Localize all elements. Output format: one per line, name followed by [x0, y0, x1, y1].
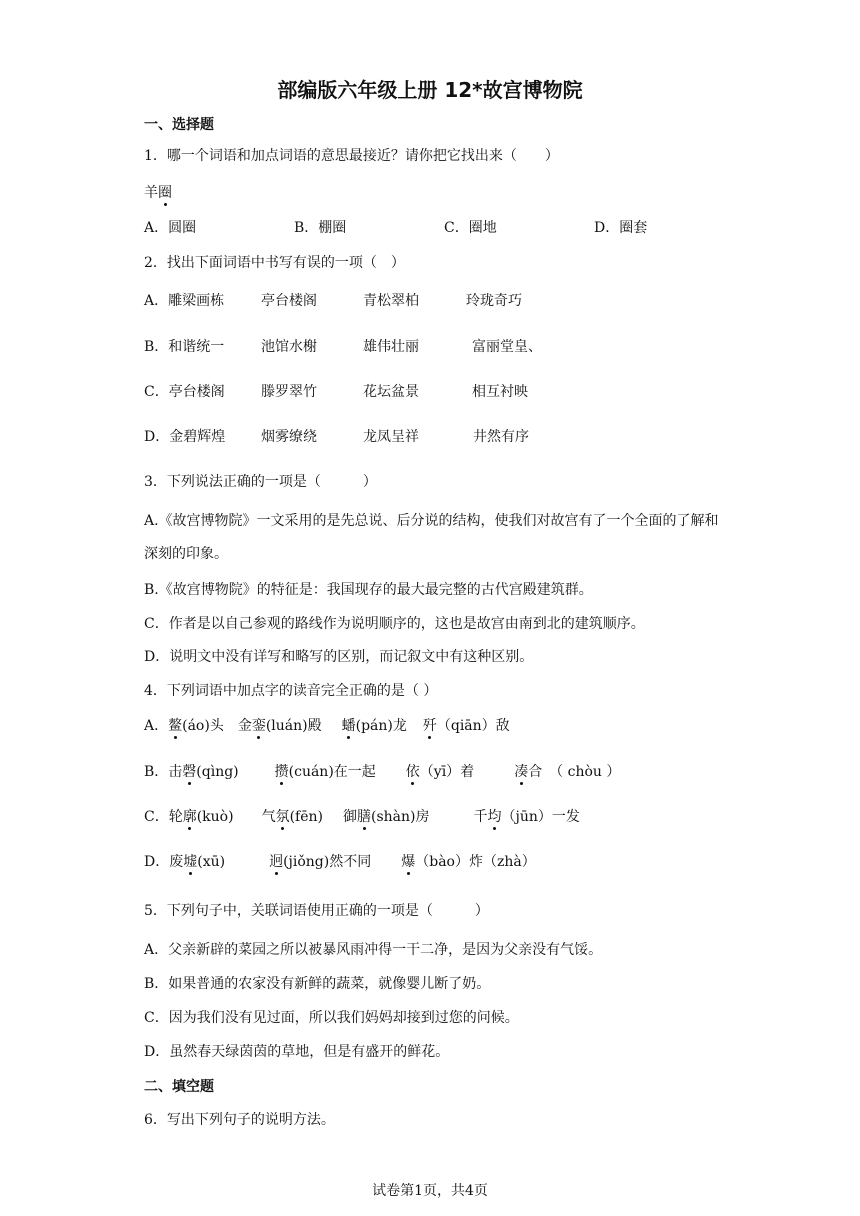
question-1-options — [144, 219, 744, 237]
question-5-option-d: D．虽然春天绿茵茵的草地，但是有盛开的鲜花。 — [144, 1044, 450, 1060]
question-5-option-c: C．因为我们没有见过面，所以我们妈妈却接到过您的问候。 — [144, 1010, 519, 1026]
question-4-option-a: A．鳌(áo)头 金銮(luán)殿 蟠(pán)龙 歼（qiān）敌 — [144, 718, 510, 734]
question-4-option-c: C．轮廓(kuò) 气氛(fēn) 御膳(shàn)房 千均（jūn）一发 — [144, 809, 580, 825]
question-2-option-b: B．和谐统一 池馆水榭 雄伟壮丽 富丽堂皇、 — [144, 339, 542, 355]
question-3-option-d: D．说明文中没有详写和略写的区别，而记叙文中有这种区别。 — [144, 649, 534, 665]
page-footer: 试卷第1页，共4页 — [372, 1183, 488, 1199]
question-2-option-d: D．金碧辉煌 烟雾缭绕 龙凤呈祥 井然有序 — [144, 429, 529, 445]
question-2-stem: 2．找出下面词语中书写有误的一项（ ） — [144, 255, 405, 271]
question-4-option-d: D．废墟(xū) 迥(jiǒng)然不同 爆（bào）炸（zhà） — [144, 854, 536, 870]
question-3-option-b: B.《故宫博物院》的特征是：我国现存的最大最完整的古代宫殿建筑群。 — [144, 582, 593, 598]
option-c: C．圈地 — [444, 220, 497, 236]
question-3-option-c: C．作者是以自己参观的路线作为说明顺序的，这也是故宫由南到北的建筑顺序。 — [144, 616, 645, 632]
question-1-word: 羊圈 — [144, 185, 172, 201]
page-title: 部编版六年级上册 12*故宫博物院 — [277, 78, 583, 102]
dotted-char: 圈 — [158, 185, 172, 201]
question-4-option-b: B．击磬(qìng) 攒(cuán)在一起 依（yī）着 凑合 （ chòu ） — [144, 764, 621, 780]
question-5-option-b: B．如果普通的农家没有新鲜的蔬菜，就像婴儿断了奶。 — [144, 976, 491, 992]
option-a: A．圆圈 — [144, 220, 197, 236]
question-4-stem: 4．下列词语中加点字的读音完全正确的是（ ） — [144, 683, 438, 699]
question-6-stem: 6．写出下列句子的说明方法。 — [144, 1112, 335, 1128]
option-b: B．棚圈 — [294, 220, 347, 236]
option-d: D．圈套 — [594, 220, 648, 236]
section-heading-choice: 一、选择题 — [144, 117, 214, 133]
question-1-stem: 1．哪一个词语和加点词语的意思最接近？请你把它找出来（ ） — [144, 148, 559, 164]
question-3-option-a: A.《故宫博物院》一文采用的是先总说、后分说的结构，使我们对故宫有了一个全面的了解和深刻的印象。 — [144, 513, 719, 562]
question-5-option-a: A．父亲新辟的菜园之所以被暴风雨冲得一干二净，是因为父亲没有气馁。 — [144, 942, 603, 958]
section-heading-fill: 二、填空题 — [144, 1079, 214, 1095]
question-3-stem: 3．下列说法正确的一项是（ ） — [144, 474, 377, 490]
question-2-option-c: C．亭台楼阁 滕罗翠竹 花坛盆景 相互衬映 — [144, 384, 528, 400]
question-5-stem: 5．下列句子中，关联词语使用正确的一项是（ ） — [144, 903, 489, 919]
question-2-option-a: A．雕梁画栋 亭台楼阁 青松翠柏 玲珑奇巧 — [144, 293, 522, 309]
